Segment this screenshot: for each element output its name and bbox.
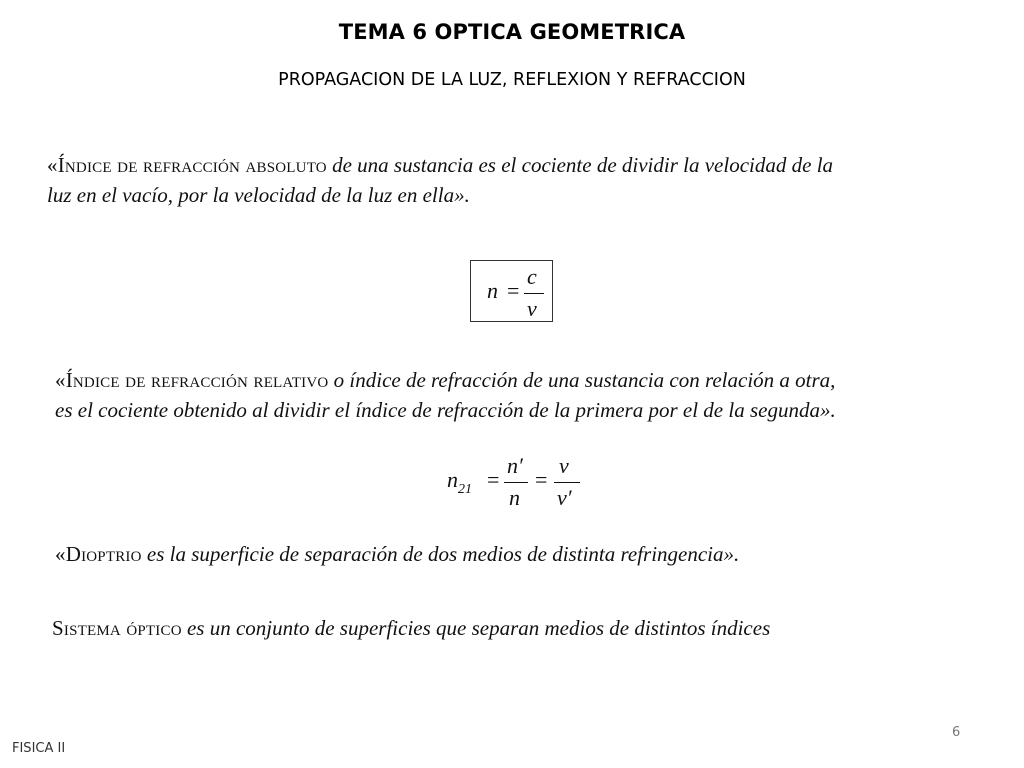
formula-lhs: n	[487, 278, 498, 303]
footer-label: FISICA II	[12, 741, 66, 756]
definition-line	[55, 539, 955, 569]
definition-term: «Índice de refracción absoluto	[47, 153, 327, 177]
definition-line	[55, 365, 955, 395]
formula-lhs-symbol: n	[447, 467, 458, 492]
formula-denominator: v′	[557, 485, 572, 510]
formula-equals: =	[507, 278, 520, 303]
definition-line	[47, 150, 947, 180]
formula-relative-index	[447, 450, 587, 512]
definition-text: de una sustancia es el cociente de dividir la velocidad de la	[326, 153, 834, 177]
fraction-bar	[554, 482, 580, 483]
definition-text: o índice de refracción de una sustancia con relación a otra,	[328, 368, 836, 392]
definition-line	[52, 613, 952, 643]
fraction-bar	[524, 293, 544, 294]
formula-numerator: c	[527, 264, 537, 289]
definition-term: «Índice de refracción relativo	[55, 368, 329, 392]
definition-optical-system	[52, 613, 952, 643]
slide-subtitle: PROPAGACION DE LA LUZ, REFLEXION Y REFRACCION	[278, 70, 746, 90]
definition-text: es la superficie de separación de dos medios de distinta refringencia».	[141, 542, 740, 566]
formula-absolute-index	[470, 260, 553, 322]
formula-subscript: 21	[458, 482, 472, 497]
definition-term: Sistema óptico	[52, 616, 182, 640]
formula-numerator: v	[559, 453, 569, 478]
definition-text: luz en el vacío, por la velocidad de la luz en ella».	[47, 183, 470, 207]
definition-text: es un conjunto de superficies que separan medios de distintos índices	[181, 616, 771, 640]
definition-dioptre	[55, 539, 955, 569]
slide-title: TEMA 6 OPTICA GEOMETRICA	[338, 20, 686, 44]
definition-text: es el cociente obtenido al dividir el índice de refracción de la primera por el de la segunda».	[55, 398, 836, 422]
formula-lhs	[447, 467, 472, 498]
formula-denominator: v	[527, 296, 537, 321]
formula-numerator: n′	[507, 453, 523, 478]
definition-term: «Dioptrio	[55, 542, 142, 566]
formula-denominator: n	[509, 485, 520, 510]
definition-relative-index	[55, 365, 955, 425]
page-number: 6	[952, 725, 961, 740]
fraction-bar	[504, 482, 528, 483]
definition-absolute-index	[47, 150, 947, 210]
formula-equals: =	[535, 467, 548, 492]
formula-equals: =	[487, 467, 500, 492]
